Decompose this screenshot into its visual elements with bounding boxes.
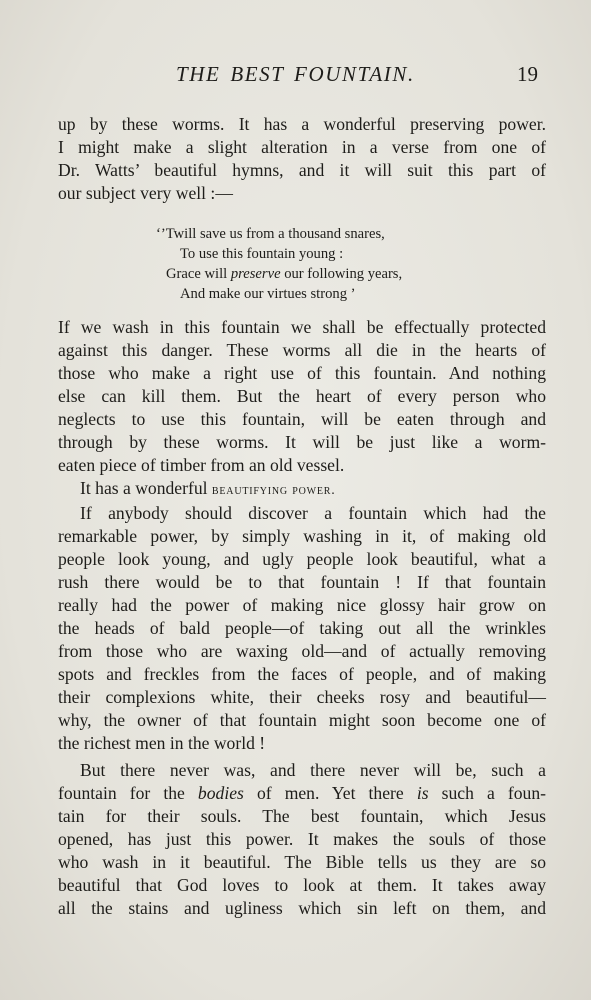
text-line: But there never was, and there never will be, such a	[80, 760, 546, 780]
text-line: the heads of bald people—of taking out all the wrinkles	[58, 618, 546, 638]
text-line: spots and freckles from the faces of people, and of making	[58, 664, 546, 684]
text-line: all the stains and ugliness which sin left on them, and	[58, 898, 546, 918]
page-number: 19	[517, 62, 538, 86]
paragraph-worms	[58, 316, 546, 500]
emphasis: bodies	[197, 783, 244, 803]
text-line: tain for their souls. The best fountain, which Jesus	[58, 806, 546, 826]
text-line: I might make a slight alteration in a verse from one of	[58, 137, 546, 157]
emphasis: is	[416, 783, 429, 803]
hymn-verse	[156, 224, 456, 304]
text-line: really had the power of making nice glossy hair grow on	[58, 595, 546, 615]
text-line: their complexions white, their cheeks rosy and beautiful—	[58, 687, 546, 707]
paragraph-intro	[58, 113, 546, 205]
verse-line: And make our virtues strong ’	[180, 286, 356, 302]
paragraph-souls	[58, 759, 546, 920]
text-line: against this danger. These worms all die in the hearts of	[58, 340, 546, 360]
text-line: why, the owner of that fountain might soon become one of	[58, 710, 546, 730]
text-line: people look young, and ugly people look beautiful, what a	[58, 549, 546, 569]
text-line: If we wash in this fountain we shall be effectually protected	[58, 317, 546, 337]
text-line: opened, has just this power. It makes the souls of those	[58, 829, 546, 849]
text-line: Dr. Watts’ beautiful hymns, and it will suit this part of	[58, 160, 546, 180]
text-line: eaten piece of timber from an old vessel.	[58, 455, 345, 475]
verse-line: To use this fountain young :	[180, 246, 344, 262]
text-line: neglects to use this fountain, will be eaten through and	[58, 409, 546, 429]
text-line: If anybody should discover a fountain which had the	[80, 503, 546, 523]
text-line: those who make a right use of this fountain. And nothing	[58, 363, 546, 383]
text-line: the richest men in the world !	[58, 733, 266, 753]
text-line: through by these worms. It will be just like a worm-	[58, 432, 546, 452]
small-caps-heading: beautifying power.	[211, 483, 336, 498]
text-line: from those who are waxing old—and of actually removing	[58, 641, 546, 661]
verse-line: ‘’Twill save us from a thousand snares,	[156, 226, 385, 242]
emphasis: preserve	[230, 266, 281, 282]
text-line: remarkable power, by simply washing in it, of making old	[58, 526, 546, 546]
paragraph-beautifying	[58, 502, 546, 755]
text-line: rush there would be to that fountain ! If that fountain	[58, 572, 546, 592]
text-line: fountain for the bodies of men. Yet there is such a foun-	[58, 783, 546, 803]
text-line: else can kill them. But the heart of every person who	[58, 386, 546, 406]
text-line: who wash in it beautiful. The Bible tells us they are so	[58, 852, 546, 872]
text-line: beautiful that God loves to look at them. It takes away	[58, 875, 546, 895]
verse-line: Grace will preserve our following years,	[166, 266, 403, 282]
running-title: THE BEST FOUNTAIN.	[176, 62, 415, 86]
text-line: our subject very well :—	[58, 183, 233, 203]
text-line: It has a wonderful beautifying power.	[80, 478, 336, 498]
page-header	[0, 62, 591, 88]
text-line: up by these worms. It has a wonderful preserving power.	[58, 114, 546, 134]
